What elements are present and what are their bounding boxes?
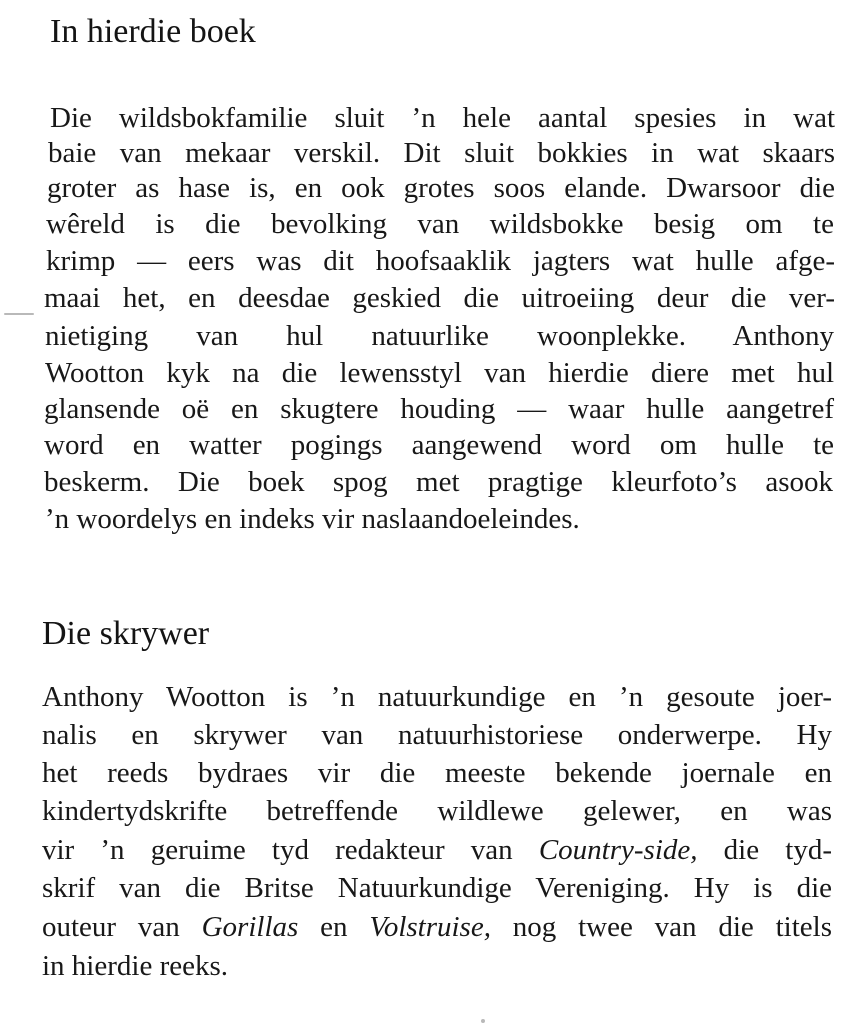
- text-run: nog twee van die titels: [490, 911, 832, 943]
- paragraph-line: nalis en skrywer van natuurhistoriese onderwerpe. Hy: [42, 719, 832, 751]
- book-title-italic: Gorillas: [201, 911, 299, 943]
- paragraph-line: baie van mekaar verskil. Dit sluit bokkies in wat skaars: [48, 137, 835, 169]
- paragraph-line-last: in hierdie reeks.: [42, 950, 229, 982]
- paragraph-line: beskerm. Die boek spog met pragtige kleurfoto’s asook: [44, 466, 833, 498]
- paragraph-line: glansende oë en skugtere houding — waar hulle aangetref: [44, 393, 834, 425]
- section-heading-author: Die skrywer: [42, 615, 210, 652]
- text-run: vir ’n geruime tyd redakteur van: [42, 834, 539, 866]
- paragraph-line-last: ’n woordelys en indeks vir naslaandoeleindes.: [45, 503, 580, 535]
- scan-mark: [481, 1019, 485, 1023]
- section-heading-book: In hierdie boek: [50, 13, 256, 50]
- paragraph-line: maai het, en deesdae geskied die uitroeiing deur die ver-: [44, 282, 835, 314]
- paragraph-line: groter as hase is, en ook grotes soos elande. Dwarsoor die: [47, 172, 835, 204]
- book-title-italic: Volstruise,: [369, 911, 491, 943]
- paragraph-line: het reeds bydraes vir die meeste bekende joernale en: [42, 757, 832, 789]
- paragraph-line: wêreld is die bevolking van wildsbokke besig om te: [46, 208, 834, 240]
- scan-mark: [4, 313, 34, 315]
- text-run: die tyd-: [697, 834, 832, 866]
- paragraph-line: [42, 910, 832, 944]
- paragraph-line: krimp — eers was dit hoofsaaklik jagters wat hulle afge-: [46, 245, 835, 277]
- paragraph-line: nietiging van hul natuurlike woonplekke. Anthony: [45, 320, 834, 352]
- text-run: outeur van: [42, 911, 202, 943]
- magazine-title-italic: Country-side,: [538, 834, 698, 866]
- paragraph-line: skrif van die Britse Natuurkundige Vereniging. Hy is die: [42, 872, 832, 904]
- paragraph-line: Wootton kyk na die lewensstyl van hierdie diere met hul: [45, 357, 834, 389]
- paragraph-line: [42, 833, 832, 867]
- paragraph-line: kindertydskrifte betreffende wildlewe gelewer, en was: [42, 795, 832, 827]
- paragraph-line: Die wildsbokfamilie sluit ’n hele aantal spesies in wat: [50, 102, 835, 134]
- paragraph-line: word en watter pogings aangewend word om hulle te: [44, 429, 834, 461]
- text-run: en: [298, 911, 370, 943]
- paragraph-line: Anthony Wootton is ’n natuurkundige en ’n gesoute joer-: [42, 681, 832, 713]
